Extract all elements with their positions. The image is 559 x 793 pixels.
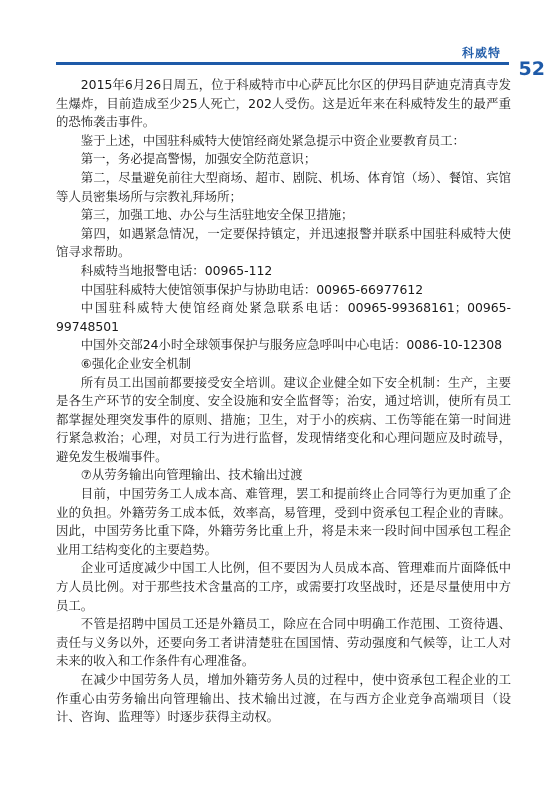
page-header xyxy=(0,0,559,80)
paragraph-safety-mechanism: 所有员工出国前都要接受安全培训。建议企业健全如下安全机制：生产，主要是各生产环节的安全制度、安全设施和安全监督等；治安，通过培训，使所有员工都掌握处理突发事件的原则、措施；卫生，对于小的疾病、工伤等能在第一时间进行紧急救治；心理，对员工行为进行监督，发现情绪变化和心理问题应及时疏导，避免发生极端事件。 xyxy=(56,374,511,464)
body-text xyxy=(56,76,511,727)
paragraph-item-3: 第三，加强工地、办公与生活驻地安全保卫措施； xyxy=(80,207,354,223)
paragraph-incident: 2015年6月26日周五，位于科威特市中心萨瓦比尔区的伊玛目萨迪克清真寺发生爆炸，目前造成至少25人死亡，202人受伤。这是近年来在科威特发生的最严重的恐怖袭击事件。 xyxy=(56,77,511,130)
page-number: 52 xyxy=(518,58,545,80)
header-country-label: 科威特 xyxy=(461,46,501,60)
paragraph-item-2: 第二，尽量避免前往大型商场、超市、剧院、机场、体育馆（场）、餐馆、宾馆等人员密集场所与宗教礼拜场所； xyxy=(56,169,511,204)
phone-police: 科威特当地报警电话：00965-112 xyxy=(80,262,273,278)
paragraph-staff-ratio: 企业可适度减少中国工人比例，但不要因为人员成本高、管理难而片面降低中方人员比例。对于那些技术含量高的工序，或需要打攻坚战时，还是尽量使用中方员工。 xyxy=(56,560,511,613)
section-heading-6: ⑥强化企业安全机制 xyxy=(80,355,192,371)
phone-consular: 中国驻科威特大使馆领事保护与协助电话：00965-66977612 xyxy=(80,281,424,297)
phone-mfa-hotline: 中国外交部24小时全球领事保护与服务应急呼叫中心电话：0086-10-12308 xyxy=(80,337,502,353)
paragraph-contracts: 不管是招聘中国员工还是外籍员工，除应在合同中明确工作范围、工资待遇、责任与义务以外，还要向务工者讲清楚驻在国国情、劳动强度和气候等，让工人对未来的收入和工作条件有心理准备。 xyxy=(56,616,511,669)
paragraph-notice: 鉴于上述，中国驻科威特大使馆经商处紧急提示中资企业要教育员工： xyxy=(80,132,465,148)
paragraph-item-1: 第一，务必提高警惕，加强安全防范意识； xyxy=(80,151,317,167)
header-rule xyxy=(56,62,509,65)
paragraph-transition: 在减少中国劳务人员，增加外籍劳务人员的过程中，使中资承包工程企业的工作重心由劳务输出向管理输出、技术输出过渡，在与西方企业竞争高端项目（设计、咨询、监理等）时逐步获得主动权。 xyxy=(56,672,511,725)
paragraph-item-4: 第四，如遇紧急情况，一定要保持镇定，并迅速报警并联系中国驻科威特大使馆寻求帮助。 xyxy=(56,225,511,260)
phone-commerce: 中国驻科威特大使馆经商处紧急联系电话：00965-99368161；00965-99748501 xyxy=(56,300,511,334)
paragraph-labor-trend: 目前，中国劳务工人成本高、难管理，罢工和提前终止合同等行为更加重了企业的负担。外籍劳务工成本低，效率高，易管理，受到中资承包工程企业的青睐。因此，中国劳务比重下降，外籍劳务比重上升，将是未来一段时间中国承包工程企业用工结构变化的主要趋势。 xyxy=(56,486,511,557)
section-heading-7: ⑦从劳务输出向管理输出、技术输出过渡 xyxy=(80,467,303,483)
